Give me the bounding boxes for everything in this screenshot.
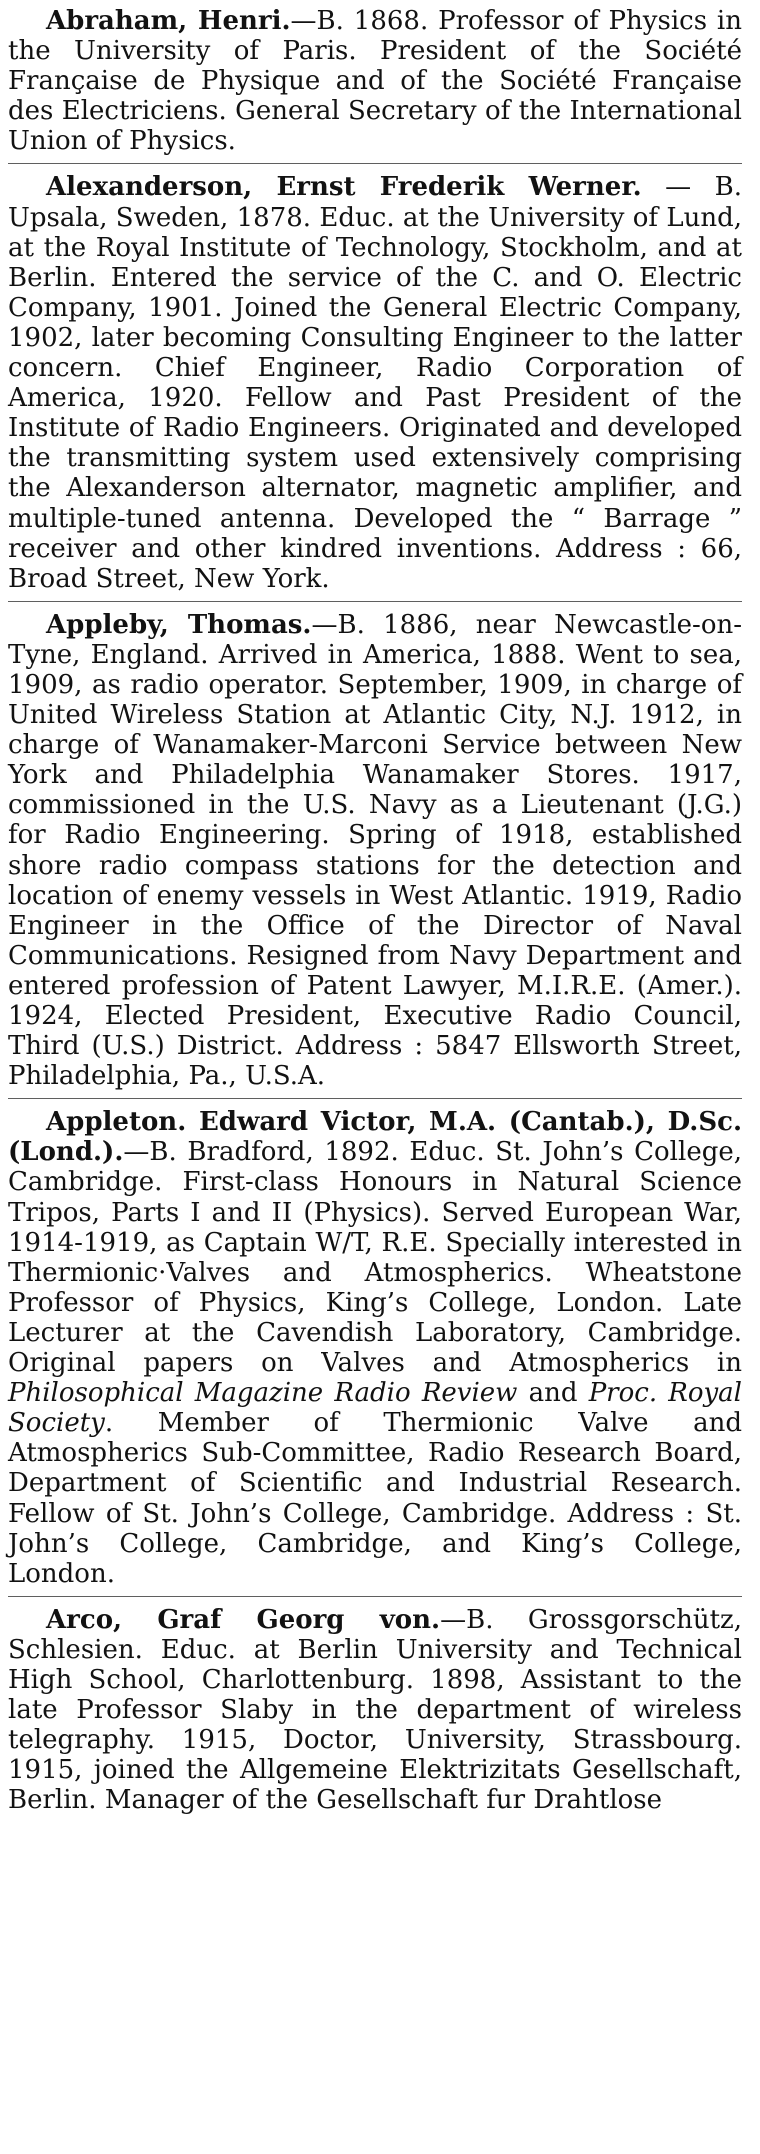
entry-text: —B. 1886, near Newcastle-on-Tyne, England. Arrived in America, 1888. Went to sea, 1909, as radio operator. September, 1909, in charge of United Wireless Station at Atlantic City, N.J. 1912, in charge of Wanamaker-Marconi Service between New York and Philadelphia Wanamaker Stores. 1917, commissioned in the U.S. Navy as a Lieutenant (J.G.) for Radio Engineering. Spring of 1918, established shore radio compass stations for the detection and location of enemy vessels in West Atlantic. 1919, Radio Engineer in the Office of the Director of Naval Communications. Resigned from Navy Department and entered profession of Patent Lawyer, M.I.R.E. (Amer.). 1924, Elected President, Executive Radio Council, Third (U.S.) District. Address : 5847 Ellsworth Street, Philadelphia, Pa., U.S.A. — [8, 609, 743, 1092]
biography-entry — [8, 6, 742, 156]
entry-divider — [8, 601, 742, 602]
entry-name: Abraham, Henri. — [46, 6, 291, 36]
entry-text: —B. 1868. Professor of Physics in the University of Paris. President of the Société Française de Physique and of the Société Française des Electriciens. General Secretary of the International Union of Physics. — [8, 6, 742, 157]
entry-divider — [8, 1098, 742, 1099]
biography-entry — [8, 1107, 742, 1589]
biography-entry — [8, 610, 742, 1092]
journal-title: Proc. Royal Society — [8, 1378, 743, 1439]
entry-name: Alexanderson, Ernst Frederik Werner. — [46, 172, 642, 203]
entry-name: Appleby, Thomas. — [46, 609, 312, 640]
entry-text: —B. Bradford, 1892. Educ. St. John’s College, Cambridge. First-class Honours in Natural Science Tripos, Parts I and II (Physics). Served European War, 1914-1919, as Captain W/T, R.E. Specially interested in Thermionic·Valves and Atmospherics. Wheatstone Professor of Physics, King’s College, London. Late Lecturer at the Cavendish Laboratory, Cambridge. Original papers on Valves and Atmospherics in — [8, 1137, 742, 1379]
entry-name: Arco, Graf Georg von. — [46, 1604, 441, 1635]
entry-divider — [8, 163, 742, 164]
biography-entry — [8, 1605, 742, 1816]
journal-title: Philosophical Magazine Radio Review — [8, 1378, 518, 1409]
entry-divider — [8, 1596, 742, 1597]
biography-entry — [8, 172, 742, 593]
entry-text: . Member of Thermionic Valve and Atmospherics Sub-Committee, Radio Research Board, Department of Scientific and Industrial Research. Fellow of St. John’s College, Cambridge. Address : St. John’s College, Cambridge, and King’s College, London. — [8, 1408, 742, 1589]
entry-text: —B. Grossgorschütz, Schlesien. Educ. at Berlin University and Technical High School, Charlottenburg. 1898, Assistant to the late Professor Slaby in the department of wireless telegraphy. 1915, Doctor, University, Strassbourg. 1915, joined the Allgemeine Elektrizitats Gesellschaft, Berlin. Manager of the Gesellschaft fur Drahtlose — [8, 1604, 742, 1816]
entry-text: — B. Upsala, Sweden, 1878. Educ. at the University of Lund, at the Royal Institute of Technology, Stockholm, and at Berlin. Entered the service of the C. and O. Electric Company, 1901. Joined the General Electric Company, 1902, later becoming Consulting Engineer to the latter concern. Chief Engineer, Radio Corporation of America, 1920. Fellow and Past President of the Institute of Radio Engineers. Originated and developed the transmitting system used extensively comprising the Alexanderson alternator, magnetic amplifier, and multiple-tuned antenna. Developed the “ Barrage ” receiver and other kindred inventions. Address : 66, Broad Street, New York. — [8, 172, 742, 594]
entry-name: Appleton. Edward Victor, M.A. (Cantab.), D.Sc. (Lond.). — [8, 1107, 742, 1168]
entry-text: and — [517, 1378, 589, 1409]
